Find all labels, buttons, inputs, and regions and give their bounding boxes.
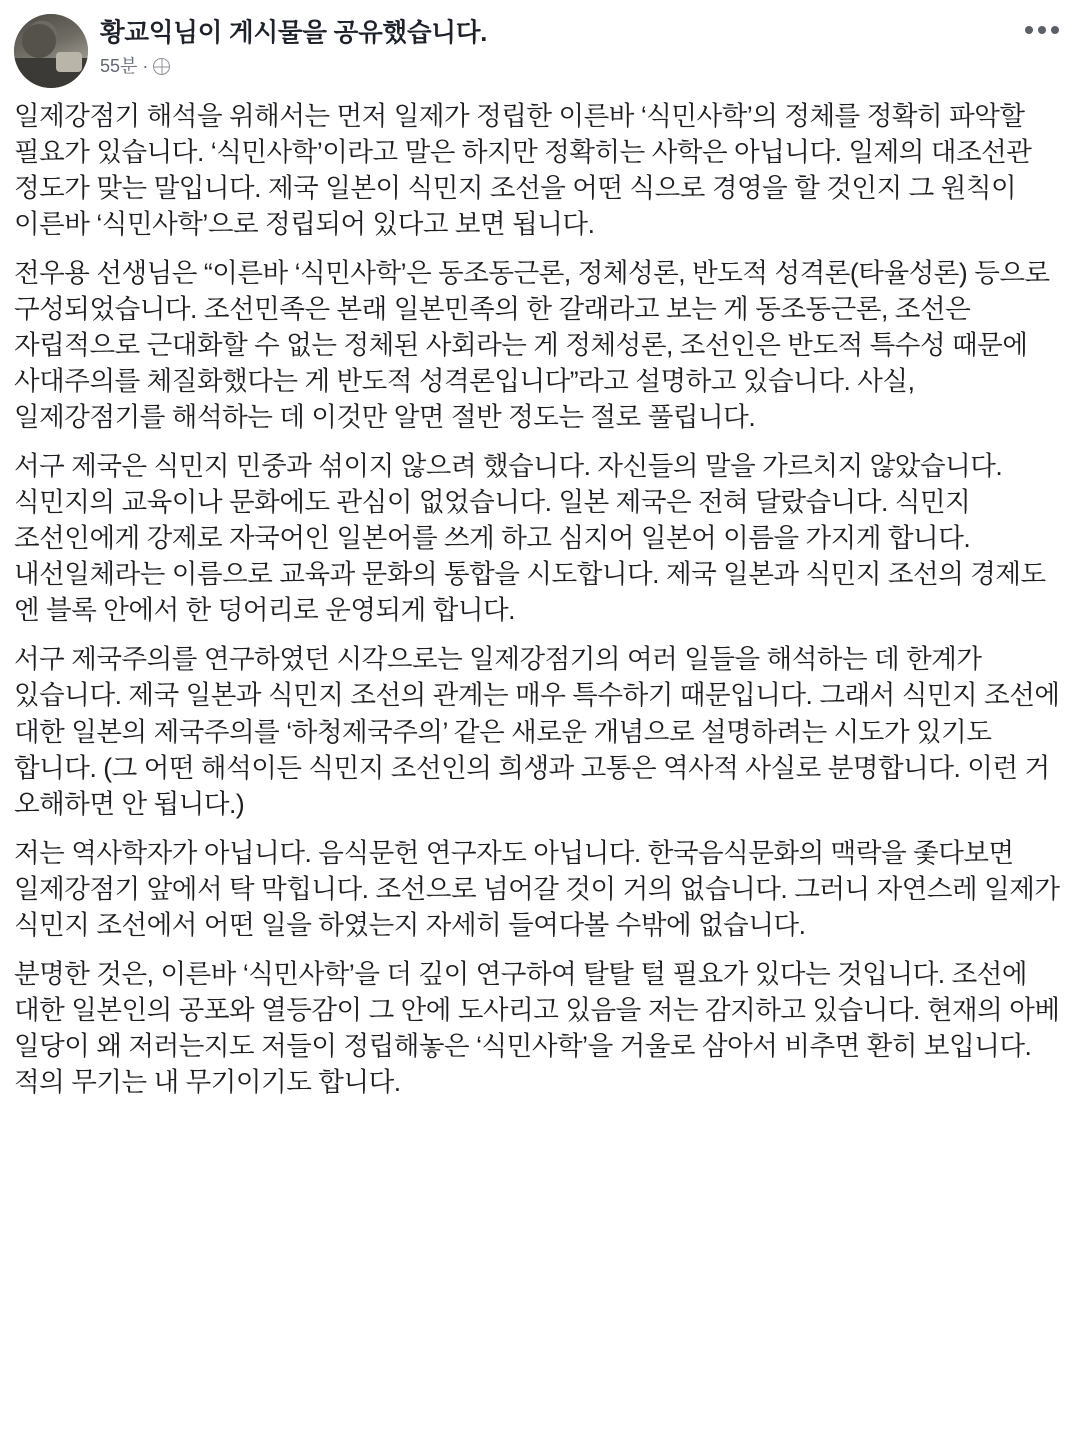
more-options-icon[interactable] — [1025, 26, 1059, 34]
post-body — [0, 94, 1079, 1100]
dot-2 — [1038, 26, 1046, 34]
post-paragraph: 서구 제국은 식민지 민중과 섞이지 않으려 했습니다. 자신들의 말을 가르치지 않았습니다. 식민지의 교육이나 문화에도 관심이 없었습니다. 일본 제국은 전혀 달랐습니다. 식민지 조선인에게 강제로 자국어인 일본어를 쓰게 하고 심지어 일본어 이름을 가지게 합니다. 내선일체라는 이름으로 교육과 문화의 통합을 시도합니다. 제국 일본과 식민지 조선의 경제도 엔 블록 안에서 한 덩어리로 운영되게 합니다. — [14, 451, 1046, 626]
post-meta — [100, 56, 1065, 78]
post-timestamp[interactable]: 55분 — [100, 55, 138, 76]
avatar-detail-highlight — [56, 52, 82, 72]
post-paragraph: 전우용 선생님은 “이른바 ‘식민사학’은 동조동근론, 정체성론, 반도적 성격론(타율성론) 등으로 구성되었습니다. 조선민족은 본래 일본민족의 한 갈래라고 보는 게 동조동근론, 조선은 자립적으로 근대화할 수 없는 정체된 사회라는 게 정체성론, 조선인은 반도적 특수성 때문에 사대주의를 체질화했다는 게 반도적 성격론입니다”라고 설명하고 있습니다. 사실, 일제강점기를 해석하는 데 이것만 알면 절반 정도는 절로 풀립니다. — [14, 258, 1050, 433]
dot-1 — [1025, 26, 1033, 34]
dot-3 — [1051, 26, 1059, 34]
share-statement[interactable]: 황교익님이 게시물을 공유했습니다. — [100, 19, 488, 47]
post-header-text — [100, 14, 1065, 77]
post-paragraph: 저는 역사학자가 아닙니다. 음식문헌 연구자도 아닙니다. 한국음식문화의 맥락을 좇다보면 일제강점기 앞에서 탁 막힙니다. 조선으로 넘어갈 것이 거의 없습니다. 그러니 자연스레 일제가 식민지 조선에서 어떤 일을 하였는지 자세히 들여다볼 수밖에 없습니다. — [14, 837, 1060, 940]
post-paragraph: 분명한 것은, 이른바 ‘식민사학’을 더 깊이 연구하여 탈탈 털 필요가 있다는 것입니다. 조선에 대한 일본인의 공포와 열등감이 그 안에 도사리고 있음을 저는 감지하고 있습니다. 현재의 아베 일당이 왜 저러는지도 저들이 정립해놓은 ‘식민사학’을 거울로 삼아서 비추면 환히 보입니다. 적의 무기는 내 무기이기도 합니다. — [14, 958, 1060, 1097]
avatar[interactable] — [14, 14, 88, 88]
globe-icon[interactable] — [153, 58, 170, 75]
post-header — [0, 0, 1079, 94]
post-paragraph: 서구 제국주의를 연구하였던 시각으로는 일제강점기의 여러 일들을 해석하는 데 한계가 있습니다. 제국 일본과 식민지 조선의 관계는 매우 특수하기 때문입니다. 그래서 식민지 조선에 대한 일본의 제국주의를 ‘하청제국주의’ 같은 새로운 개념으로 설명하려는 시도가 있기도 합니다. (그 어떤 해석이든 식민지 조선인의 희생과 고통은 역사적 사실로 분명합니다. 이런 거 오해하면 안 됩니다.) — [14, 644, 1060, 819]
post-paragraph: 일제강점기 해석을 위해서는 먼저 일제가 정립한 이른바 ‘식민사학’의 정체를 정확히 파악할 필요가 있습니다. ‘식민사학’이라고 말은 하지만 정확히는 사학은 아닙니다. 일제의 대조선관 정도가 맞는 말입니다. 제국 일본이 식민지 조선을 어떤 식으로 경영을 할 것인지 그 원칙이 이른바 ‘식민사학’으로 정립되어 있다고 보면 됩니다. — [14, 101, 1032, 240]
avatar-detail-head — [22, 24, 56, 58]
meta-separator: · — [142, 55, 149, 76]
